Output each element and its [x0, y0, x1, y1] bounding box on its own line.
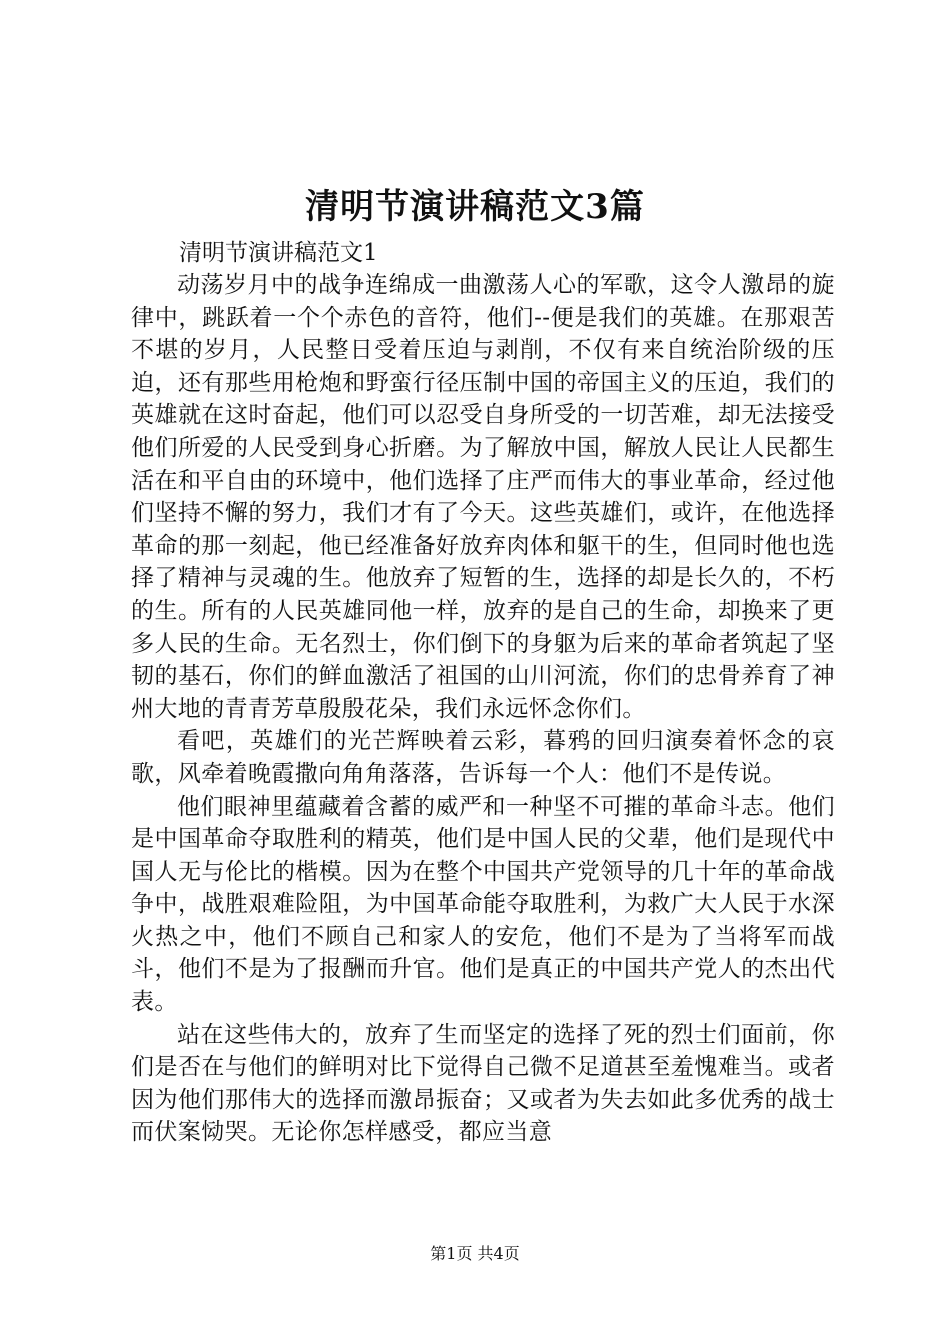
paragraph-2: 看吧，英雄们的光芒辉映着云彩，暮鸦的回归演奏着怀念的哀歌，风牵着晚霞撒向角角落落，告诉每一个人：他们不是传说。 [131, 728, 835, 787]
section-heading: 清明节演讲稿范文1 [179, 240, 378, 266]
document-title: 清明节演讲稿范文3篇 [305, 187, 645, 227]
page-footer: 第1页 共4页 [430, 1244, 520, 1263]
paragraph-3: 他们眼神里蕴藏着含蓄的威严和一种坚不可摧的革命斗志。他们是中国革命夺取胜利的精英，他们是中国人民的父辈，他们是现代中国人无与伦比的楷模。因为在整个中国共产党领导的几十年的革命战争中，战胜艰难险阻，为中国革命能夺取胜利，为救广大人民于水深火热之中，他们不顾自己和家人的安危，他们不是为了当将军而战斗，他们不是为了报酬而升官。他们是真正的中国共产党人的杰出代表。 [131, 793, 835, 1016]
paragraph-4: 站在这些伟大的，放弃了生而坚定的选择了死的烈士们面前，你们是否在与他们的鲜明对比下觉得自己微不足道甚至羞愧难当。或者因为他们那伟大的选择而激昂振奋；又或者为失去如此多优秀的战士而伏案恸哭。无论你怎样感受，都应当意 [131, 1021, 835, 1146]
paragraph-1: 动荡岁月中的战争连绵成一曲激荡人心的军歌，这令人激昂的旋律中，跳跃着一个个赤色的音符，他们--便是我们的英雄。在那艰苦不堪的岁月，人民整日受着压迫与剥削，不仅有来自统治阶级的压迫，还有那些用枪炮和野蛮行径压制中国的帝国主义的压迫，我们的英雄就在这时奋起，他们可以忍受自身所受的一切苦难，却无法接受他们所爱的人民受到身心折磨。为了解放中国，解放人民让人民都生活在和平自由的环境中，他们选择了庄严而伟大的事业革命，经过他们坚持不懈的努力，我们才有了今天。这些英雄们，或许，在他选择革命的那一刻起，他已经准备好放弃肉体和躯干的生，但同时他也选择了精神与灵魂的生。他放弃了短暂的生，选择的却是长久的，不朽的生。所有的人民英雄同他一样，放弃的是自己的生命，却换来了更多人民的生命。无名烈士，你们倒下的身躯为后来的革命者筑起了坚韧的基石，你们的鲜血激活了祖国的山川河流，你们的忠骨养育了神州大地的青青芳草殷殷花朵，我们永远怀念你们。 [131, 272, 835, 722]
document-body [131, 237, 835, 1149]
